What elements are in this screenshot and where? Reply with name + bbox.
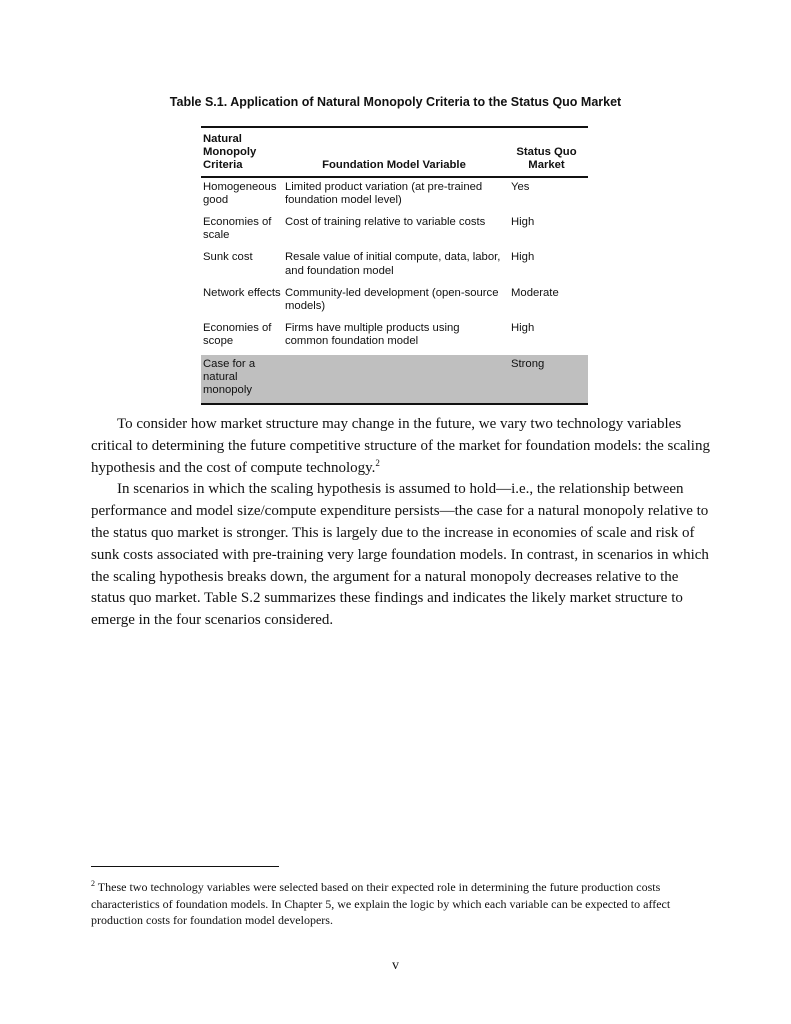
table-row — [201, 177, 588, 213]
table-row — [201, 248, 588, 283]
cell-variable: Resale value of initial compute, data, labor, and foundation model — [285, 251, 501, 277]
cell-variable: Community-led development (open-source models) — [285, 286, 499, 313]
cell-criteria: Case for a natural monopoly — [201, 355, 283, 405]
table-summary-row — [201, 355, 588, 405]
cell-market: High — [511, 251, 535, 264]
cell-criteria: Sunk cost — [203, 251, 253, 264]
cell-criteria: Economies of scope — [203, 322, 272, 348]
cell-market: Moderate — [511, 286, 559, 299]
paragraph-text: To consider how market structure may change in the future, we vary two technology variables critical to determining the future competitive structure of the market for foundation models: the scaling hypothesis and the cost of compute technology. — [91, 416, 710, 476]
criteria-table — [201, 126, 588, 405]
paragraph — [91, 414, 711, 479]
cell-market: Strong — [505, 355, 588, 405]
header-variable: Foundation Model Variable — [322, 159, 466, 172]
footnote — [91, 879, 711, 929]
header-market: Status Quo Market — [516, 146, 577, 172]
cell-variable — [283, 355, 505, 405]
body-text — [91, 414, 711, 632]
paragraph — [91, 479, 711, 632]
cell-variable: Limited product variation (at pre-trained foundation model level) — [285, 180, 483, 206]
table-title: Table S.1. Application of Natural Monopoly Criteria to the Status Quo Market — [169, 95, 622, 109]
footnote-divider — [91, 866, 279, 867]
cell-criteria: Economies of scale — [203, 216, 272, 242]
table-row — [201, 319, 588, 354]
cell-market: High — [511, 216, 535, 229]
cell-market: Yes — [511, 180, 530, 193]
header-criteria: Natural Monopoly Criteria — [203, 133, 257, 172]
cell-market: High — [511, 322, 535, 335]
table-row — [201, 213, 588, 248]
table-row — [201, 284, 588, 319]
cell-variable: Firms have multiple products using common foundation model — [285, 322, 460, 348]
cell-criteria: Homogeneous good — [203, 180, 277, 206]
footnote-text: These two technology variables were selected based on their expected role in determining the future production costs characteristics of foundation models. In Chapter 5, we explain the logic by which each variable can be expected to affect production costs for foundation model developers. — [91, 880, 671, 927]
table-header-row — [201, 127, 588, 177]
cell-criteria: Network effects — [203, 286, 281, 299]
footnote-ref[interactable]: 2 — [375, 457, 380, 468]
cell-variable: Cost of training relative to variable costs — [285, 216, 486, 229]
footnote-number: 2 — [91, 879, 95, 888]
page-number: v — [392, 958, 399, 973]
paragraph-text: In scenarios in which the scaling hypothesis is assumed to hold—i.e., the relationship between performance and model size/compute expenditure persists—the case for a natural monopoly relative to the status quo market is stronger. This is largely due to the increase in economies of scale and risk of sunk costs associated with pre-training very large foundation models. In contrast, in scenarios in which the scaling hypothesis breaks down, the argument for a natural monopoly decreases relative to the status quo market. Table S.2 summarizes these findings and indicates the likely market structure to emerge in the four scenarios considered. — [91, 481, 709, 629]
